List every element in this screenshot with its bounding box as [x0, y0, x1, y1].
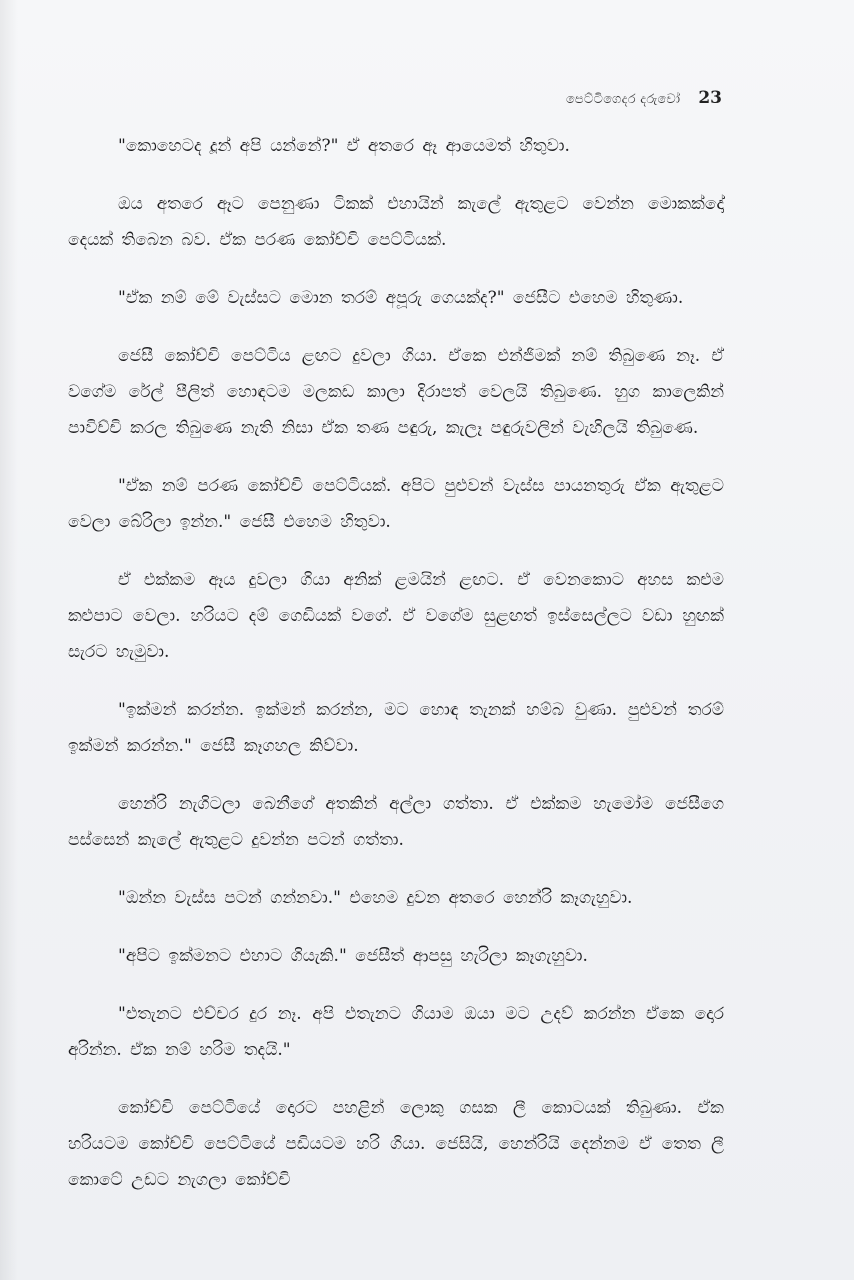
paragraph-1: "කොහෙටද දූන් අපි යන්නේ?" ඒ අතරෙ ඈ ආයෙමත් හිතුවා. — [118, 136, 570, 156]
paragraph-4: ජෙසී කෝච්චි පෙට්ටිය ළඟට දුවලා ගියා. ඒකෙ එන්ජිමක් නම් තිබුණෙ නෑ. ඒ වගේම රේල් පීලිත් හොඳටම මලකඩ කාලා දිරාපත් වෙලයි තිබුණෙ. හුග කාලෙකින් පාවිච්චි කරල තිබුණෙ නැති නිසා ඒක තණ පඳුරු, කැලෑ පඳුරුවලින් වැහිලයි තිබුණෙ. — [68, 346, 724, 438]
paragraph-5: "ඒක නම් පරණ කෝච්චි පෙට්ටියක්. අපිට පුළුවන් වැස්ස පායනතුරු ඒක ඇතුළට වෙලා බේරිලා ඉන්න." ජෙසී එහෙම හිතුවා. — [68, 476, 724, 532]
paragraph-10: "අපිට ඉක්මනට එහාට ගියැකි." ජෙසීත් ආපසු හැරිලා කෑගැහුවා. — [118, 946, 588, 966]
running-header — [566, 88, 722, 108]
paragraph-2: ඔය අතරෙ ඈට පෙනුණා ටිකක් එහායින් කැලේ ඇතුළට වෙන්න මොකක්දෝ දෙයක් තිබෙන බව. ඒක පරණ කෝච්චි පෙට්ටියක්. — [68, 194, 724, 250]
spine-shadow — [0, 0, 18, 1280]
body-text — [68, 128, 724, 1220]
paragraph-7: "ඉක්මන් කරන්න. ඉක්මන් කරන්න, මට හොඳ තැනක් හම්බ වුණා. පුළුවන් තරම් ඉක්මන් කරන්න." ජෙසී කෑගහල කිව්වා. — [68, 700, 724, 756]
paragraph-3: "ඒක නම් මේ වැස්සට මොන තරම් අපූරු ගෙයක්ද?" ජෙසීට එහෙම හිතුණා. — [118, 288, 684, 308]
paragraph-8: හෙන්රි නැගිටලා බෙනීගේ අතකින් අල්ලා ගත්තා. ඒ එක්කම හැමෝම ජෙසීගෙ පස්සෙන් කැලේ ඇතුළට දුවන්න පටන් ගත්තා. — [68, 794, 724, 850]
page-number: 23 — [698, 88, 722, 108]
paragraph-6: ඒ එක්කම ඈය දුවලා ගියා අනික් ළමයින් ළඟට. ඒ වෙනකොට අහස කළුම කළුපාට වෙලා. හරියට දම් ගෙඩියක් වගේ. ඒ වගේම සුළඟත් ඉස්සෙල්ලට වඩා හුඟක් සැරට හැමුවා. — [68, 570, 724, 662]
running-title: පෙට්ටිගෙදර දරුවෝ — [565, 92, 681, 107]
paragraph-12: කෝච්චි පෙට්ටියේ දොරට පහළින් ලොකු ගසක ලී කොටයක් තිබුණා. ඒක හරියටම කෝච්චි පෙට්ටියේ පඩියටම හරි ගියා. ජෙසියි, හෙන්රියි දෙන්නම ඒ තෙත ලී කොටේ උඩට නැගලා කෝච්චි — [68, 1098, 724, 1190]
paragraph-11: "එතැනට එච්චර දුර නෑ. අපි එතැනට ගියාම ඔයා මට උදව් කරන්න ඒකෙ දොර අරින්න. ඒක නම් හරිම තදයි." — [68, 1004, 724, 1060]
paragraph-9: "ඔන්න වැස්ස පටන් ගන්නවා." එහෙම දුවන අතරෙ හෙන්රි කෑගැහුවා. — [118, 888, 633, 908]
